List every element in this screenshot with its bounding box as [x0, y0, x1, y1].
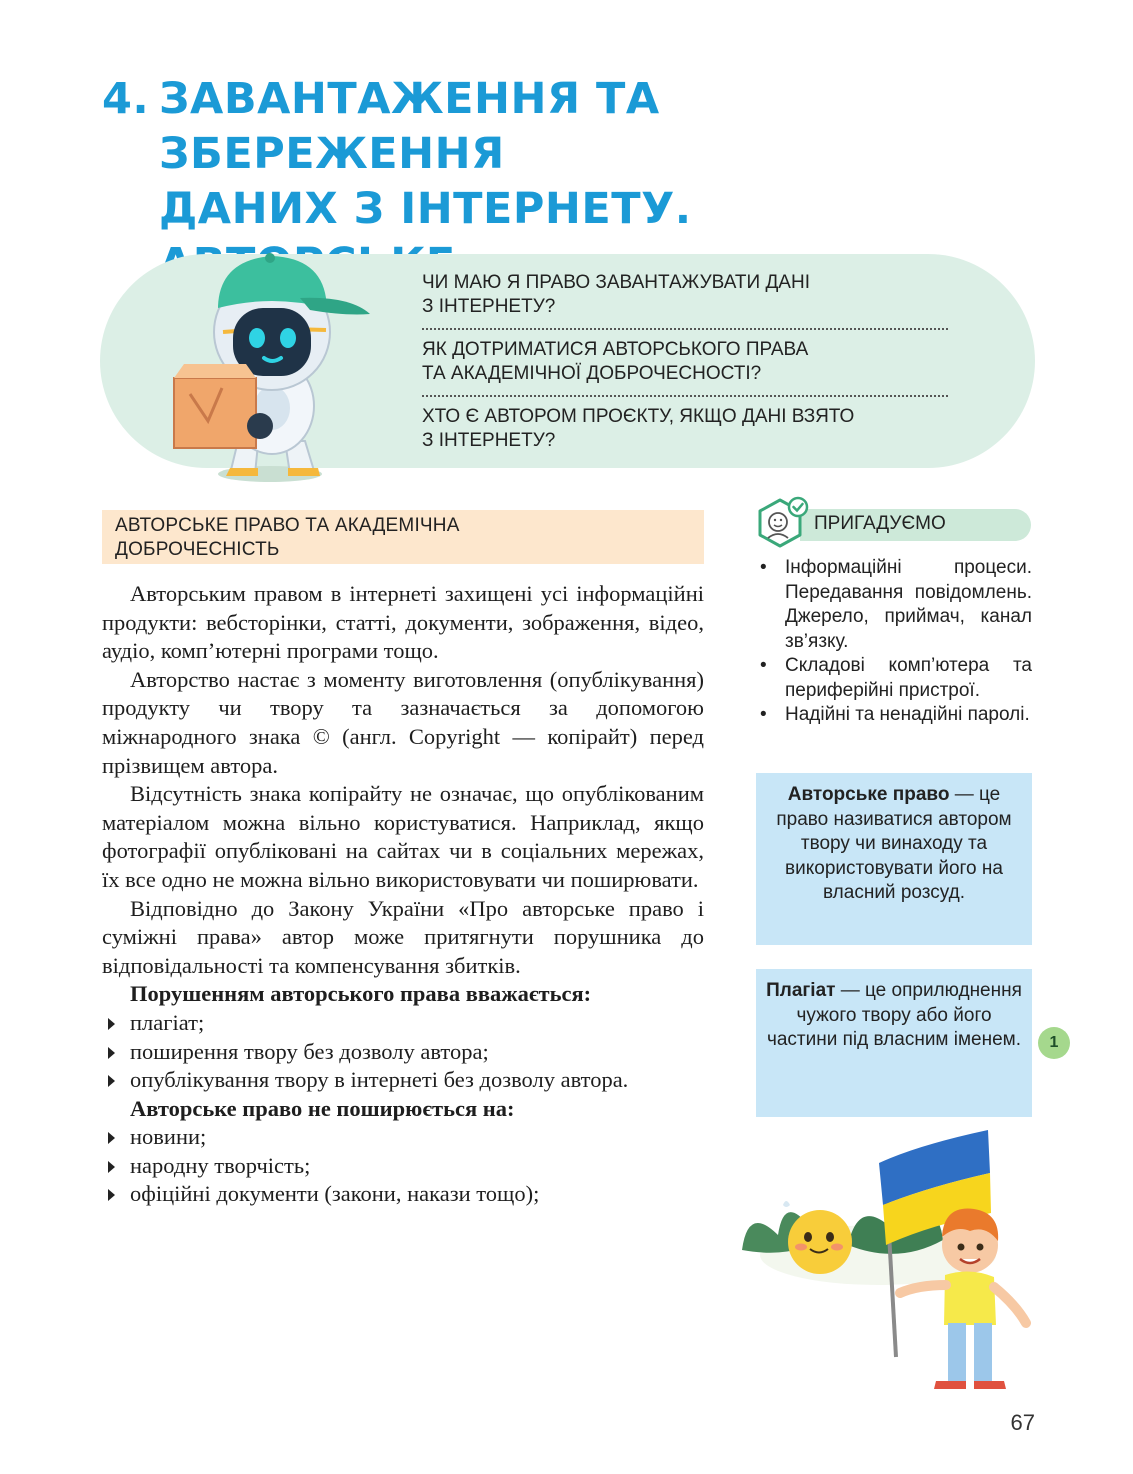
list-item-text: поширення твору без дозволу автора; — [130, 1038, 489, 1064]
question-item — [422, 395, 948, 462]
question-text: ЯК ДОТРИМАТИСЯ АВТОРСЬКОГО ПРАВА — [422, 339, 809, 360]
triangle-bullet-icon — [108, 1189, 115, 1201]
list-item — [102, 1009, 704, 1038]
remind-icon — [754, 494, 814, 556]
question-item — [422, 328, 948, 395]
list-item — [102, 1152, 704, 1181]
remind-item — [760, 654, 1032, 703]
list-item — [102, 1123, 704, 1152]
paragraph: Авторство настає з моменту виготовлення (опублікування) продукту чи твору та зазначається за допомогою міжнародного знака © (англ. Copyright — копірайт) перед прізвищем автора. — [102, 666, 704, 778]
question-item — [422, 270, 948, 328]
paragraph: Відсутність знака копірайту не означає, що опублікованим матеріалом можна вільно користуватися. Наприклад, якщо фотографії опубліковані на сайтах чи в соціальних мережах, їх все одно не можна вільно використовувати чи поширювати. — [102, 781, 704, 892]
kid-with-flag-illustration — [738, 1125, 1038, 1395]
definition-plagiarism — [756, 969, 1032, 1117]
triangle-bullet-icon — [108, 1132, 115, 1144]
list-item — [102, 1066, 704, 1095]
title-number: 4. — [102, 74, 150, 124]
list-item — [102, 1038, 704, 1067]
list-item-text: опублікування твору в інтернеті без дозволу автора. — [130, 1067, 629, 1093]
list-item-text: офіційні документи (закони, накази тощо); — [130, 1181, 540, 1207]
definition-text: — це оприлюднення чужого твору або його частини під власним іменем. — [766, 980, 1022, 1051]
remind-item-text: Складові комп’ютера та периферійні пристрої. — [785, 655, 1032, 701]
triangle-bullet-icon — [108, 1047, 115, 1059]
page-marker: 1 — [1038, 1027, 1070, 1059]
robot-illustration — [160, 236, 380, 486]
definition-term: Плагіат — [766, 980, 836, 1001]
triangle-bullet-icon — [108, 1018, 115, 1030]
list-item-text: плагіат; — [130, 1009, 205, 1035]
title-line-1: ЗАВАНТАЖЕННЯ ТА ЗБЕРЕЖЕННЯ — [159, 74, 660, 179]
bullet-icon: • — [760, 704, 767, 725]
list-item — [102, 1180, 704, 1209]
violations-heading: Порушенням авторського права вважається: — [130, 981, 592, 1007]
section-heading-line: ДОБРОЧЕСНІСТЬ — [115, 539, 280, 560]
page-number: 67 — [1010, 1410, 1035, 1435]
remind-item — [760, 703, 1032, 728]
triangle-bullet-icon — [108, 1161, 115, 1173]
main-text — [102, 580, 704, 1209]
question-text: ТА АКАДЕМІЧНОЇ ДОБРОЧЕСНОСТІ? — [422, 363, 762, 384]
bullet-icon: • — [760, 655, 767, 676]
exceptions-heading: Авторське право не поширюється на: — [130, 1095, 515, 1121]
question-list — [422, 270, 948, 462]
section-heading — [102, 510, 704, 564]
question-text: З ІНТЕРНЕТУ? — [422, 430, 556, 451]
triangle-bullet-icon — [108, 1075, 115, 1087]
definition-term: Авторське право — [787, 784, 950, 805]
remind-item — [760, 556, 1032, 654]
paragraph: Авторським правом в інтернеті захищені усі інформаційні продукти: вебсторінки, статті, документи, зображення, відео, аудіо, комп’ютерні програми тощо. — [102, 581, 704, 664]
paragraph: Відповідно до Закону України «Про авторське право і суміжні права» автор може притягнути порушника до відповідальності та компенсування збитків. — [102, 895, 704, 978]
question-text: ЧИ МАЮ Я ПРАВО ЗАВАНТАЖУВАТИ ДАНІ — [422, 272, 810, 293]
remind-item-text: Інформаційні процеси. Передавання повідомлень. Джерело, приймач, канал зв’язку. — [785, 557, 1032, 652]
bullet-icon: • — [760, 557, 767, 578]
question-text: З ІНТЕРНЕТУ? — [422, 296, 556, 317]
list-item-text: народну творчість; — [130, 1152, 311, 1178]
question-text: ХТО Є АВТОРОМ ПРОЄКТУ, ЯКЩО ДАНІ ВЗЯТО — [422, 406, 855, 427]
definition-text: — це право називатися автором твору чи винаходу та використовувати його на власний розсуд. — [776, 784, 1012, 904]
title-line-2: ДАНИХ З ІНТЕРНЕТУ. — [159, 184, 692, 234]
remind-list — [760, 556, 1032, 728]
list-item-text: новини; — [130, 1124, 207, 1150]
section-heading-line: АВТОРСЬКЕ ПРАВО ТА АКАДЕМІЧНА — [115, 515, 460, 536]
remind-label: ПРИГАДУЄМО — [814, 513, 946, 534]
definition-copyright — [756, 773, 1032, 945]
remind-item-text: Надійні та ненадійні паролі. — [785, 704, 1030, 725]
